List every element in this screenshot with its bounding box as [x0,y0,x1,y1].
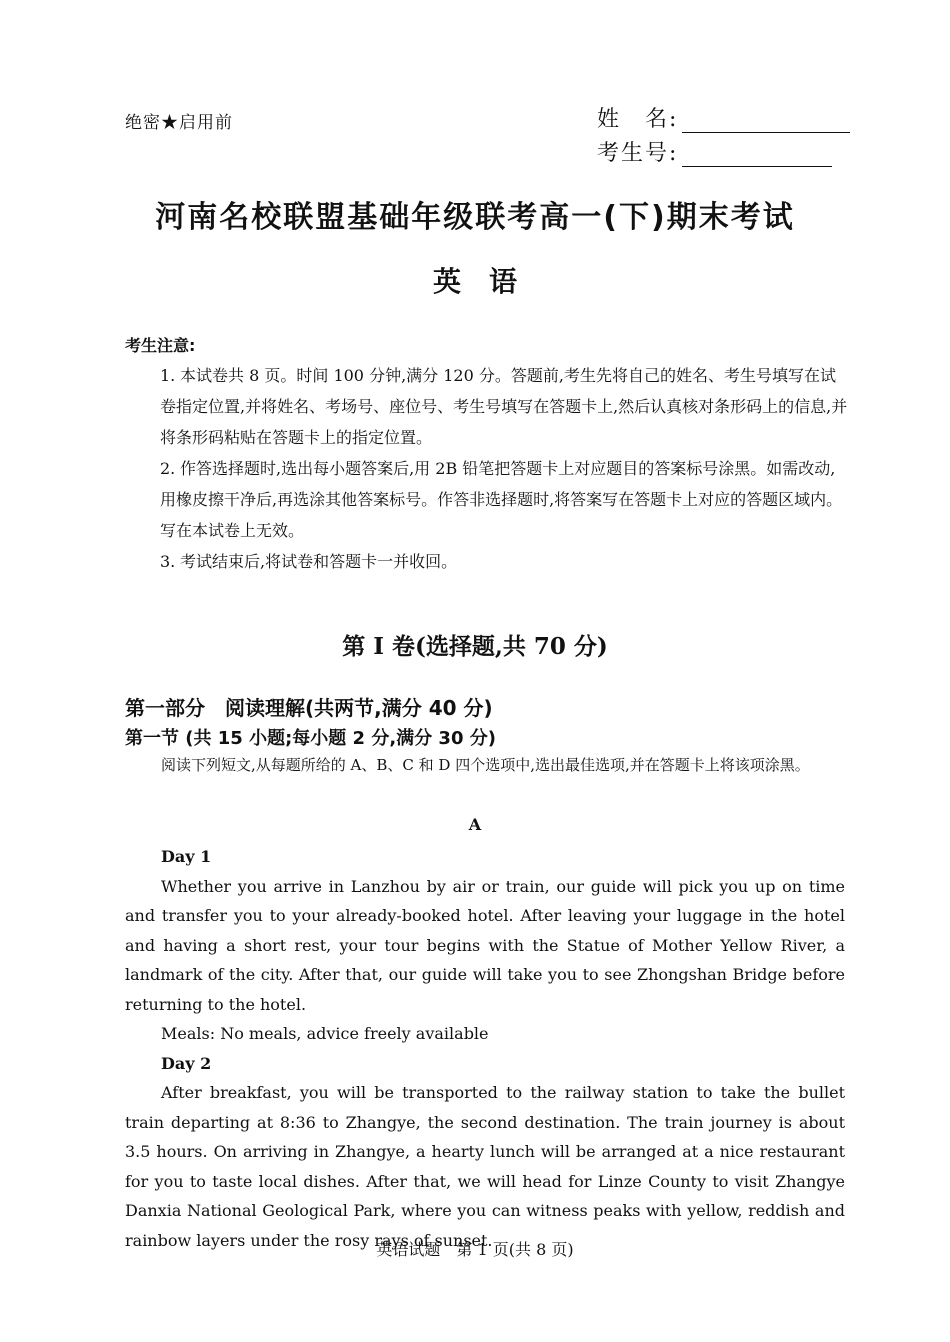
note-number: 2. [160,459,176,478]
section-title: 第 I 卷(选择题,共 70 分) [342,633,608,660]
note-text: 考试结束后,将试卷和答题卡一并收回。 [180,552,458,571]
exam-title: 河南名校联盟基础年级联考高一(下)期末考试 [155,200,795,235]
subject-title: 英 语 [432,265,517,298]
day1-text: Whether you arrive in Lanzhou by air or train, our guide will pick you up on time and transfer you to your already-booked hotel. After leaving your luggage in the hotel and having a short rest, your tour begins with the Statue of Mother Yellow River, a landmark of the city. After that, our guide will take you to see Zhongshan Bridge before returning to the hotel. [125,876,845,1014]
day1-heading: Day 1 [161,847,212,866]
passage-label: A [468,815,482,834]
notes-list [160,360,850,577]
instructions: 阅读下列短文,从每题所给的 A、B、C 和 D 四个选项中,选出最佳选项,并在答题卡上将该项涂黑。 [161,756,810,774]
passage [125,842,845,1255]
candidate-id-field[interactable] [597,136,832,167]
note-item [160,360,850,453]
note-item [160,546,850,577]
name-label: 姓 名: [597,107,679,132]
note-text: 作答选择题时,选出每小题答案后,用 2B 铅笔把答题卡上对应题目的答案标号涂黑。如需改动,用橡皮擦干净后,再选涂其他答案标号。作答非选择题时,将答案写在答题卡上对应的答题区域内。写在本试卷上无效。 [160,459,843,540]
note-number: 3. [160,552,176,571]
day2-heading: Day 2 [161,1053,212,1073]
subsection-title: 第一节 (共 15 小题;每小题 2 分,满分 30 分) [125,728,496,749]
day2-text: After breakfast, you will be transported to the railway station to take the bullet train departing at 8:36 to Zhangye, the second destination. The train journey is about 3.5 hours. On arriving in Zhangye, a hearty lunch will be arranged at a nice restaurant for you to taste local dishes. After that, we will head for Linze County to visit Zhangye Danxia National Geological Park, where you can witness peaks with yellow, reddish and rainbow layers under the rosy rays of sunset. [125,1083,845,1250]
note-number: 1. [160,366,176,385]
candidate-id-blank[interactable] [682,146,832,167]
meals-text: Meals: No meals, advice freely available [161,1024,489,1043]
notes-heading: 考生注意: [125,336,196,355]
page-footer: 英语试题 第 1 页(共 8 页) [376,1240,574,1259]
note-item [160,453,850,546]
note-text: 本试卷共 8 页。时间 100 分钟,满分 120 分。答题前,考生先将自己的姓名、考生号填写在试卷指定位置,并将姓名、考场号、座位号、考生号填写在答题卡上,然后认真核对条形码上的信息,并将条形码粘贴在答题卡上的指定位置。 [160,366,848,447]
name-field[interactable] [597,102,850,133]
part-title: 第一部分 阅读理解(共两节,满分 40 分) [125,696,493,720]
name-blank[interactable] [682,112,850,133]
confidential-label: 绝密★启用前 [125,113,233,133]
candidate-id-label: 考生号: [597,141,679,166]
